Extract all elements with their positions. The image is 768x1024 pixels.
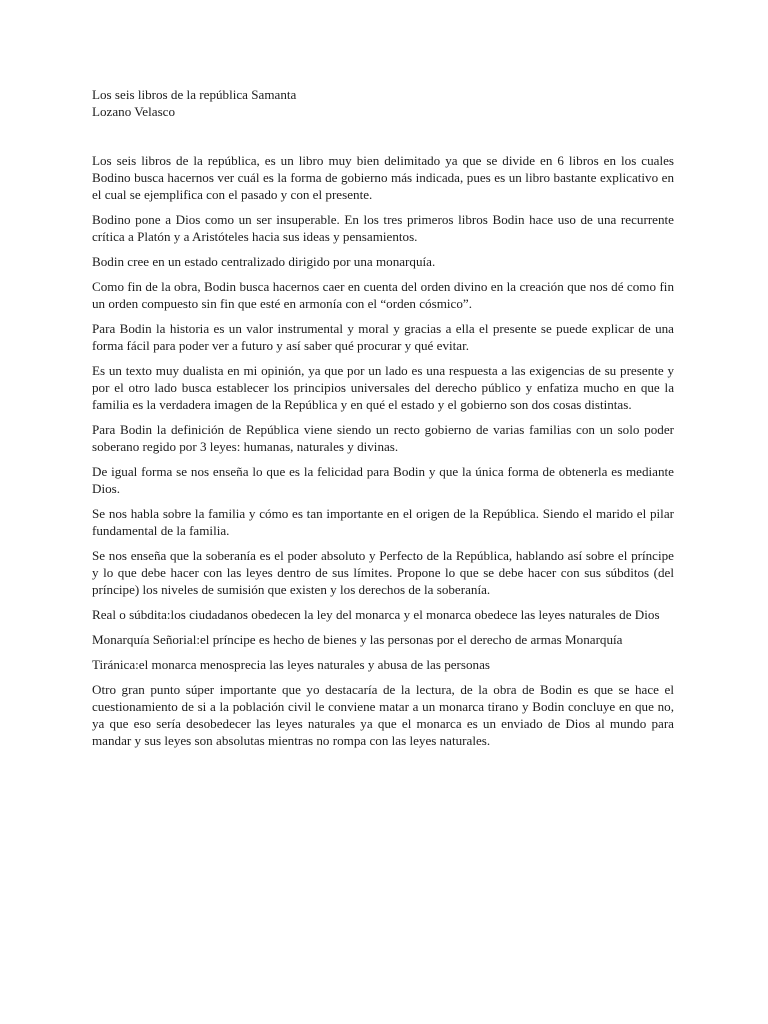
paragraph-1: Los seis libros de la república, es un libro muy bien delimitado ya que se divide en 6 libros en los cuales Bodino busca hacernos ver cuál es la forma de gobierno más indicada, pues es un libro bastante explicativo en el cual se ejemplifica con el pasado y con el presente. [92,153,674,202]
paragraph-7: Para Bodin la definición de República viene siendo un recto gobierno de varias familias con un solo poder soberano regido por 3 leyes: humanas, naturales y divinas. [92,422,674,454]
paragraph-14: Otro gran punto súper importante que yo destacaría de la lectura, de la obra de Bodin es que se hace el cuestionamiento de si a la población civil le conviene matar a un monarca tirano y Bodin concluye en que no, ya que eso sería desobedecer las leyes naturales ya que el monarca es un enviado de Dios al mundo para mandar y sus leyes son absolutas mientras no rompa con las leyes naturales. [92,682,674,748]
title-line-1: Los seis libros de la república Samanta [92,87,297,102]
document-body [92,86,674,757]
paragraph-5: Para Bodin la historia es un valor instrumental y moral y gracias a ella el presente se puede explicar de una forma fácil para poder ver a futuro y así saber qué procurar y qué evitar. [92,321,674,353]
paragraph-9: Se nos habla sobre la familia y cómo es tan importante en el origen de la República. Siendo el marido el pilar fundamental de la familia. [92,506,674,538]
paragraph-3: Bodin cree en un estado centralizado dirigido por una monarquía. [92,254,436,269]
document-title [92,86,674,120]
paragraph-13: Tiránica:el monarca menosprecia las leyes naturales y abusa de las personas [92,657,491,672]
paragraph-6: Es un texto muy dualista en mi opinión, ya que por un lado es una respuesta a las exigencias de su presente y por el otro lado busca establecer los principios universales del derecho público y enfatiza mucho en que la familia es la verdadera imagen de la República y en qué el estado y el gobierno son dos cosas distintas. [92,363,674,412]
paragraph-11: Real o súbdita:los ciudadanos obedecen la ley del monarca y el monarca obedece las leyes naturales de Dios [92,607,660,622]
paragraph-4: Como fin de la obra, Bodin busca hacernos caer en cuenta del orden divino en la creación que nos dé como fin un orden compuesto sin fin que esté en armonía con el “orden cósmico”. [92,279,674,311]
paragraph-2: Bodino pone a Dios como un ser insuperable. En los tres primeros libros Bodin hace uso de una recurrente crítica a Platón y a Aristóteles hacia sus ideas y pensamientos. [92,212,674,244]
title-line-2: Lozano Velasco [92,104,176,119]
paragraph-8: De igual forma se nos enseña lo que es la felicidad para Bodin y que la única forma de obtenerla es mediante Dios. [92,464,674,496]
paragraph-10: Se nos enseña que la soberanía es el poder absoluto y Perfecto de la República, hablando así sobre el príncipe y lo que debe hacer con las leyes dentro de sus límites. Propone lo que se debe hacer con sus súbditos (del príncipe) los niveles de sumisión que existen y los derechos de la soberanía. [92,548,674,597]
paragraph-12: Monarquía Señorial:el príncipe es hecho de bienes y las personas por el derecho de armas Monarquía [92,632,623,647]
